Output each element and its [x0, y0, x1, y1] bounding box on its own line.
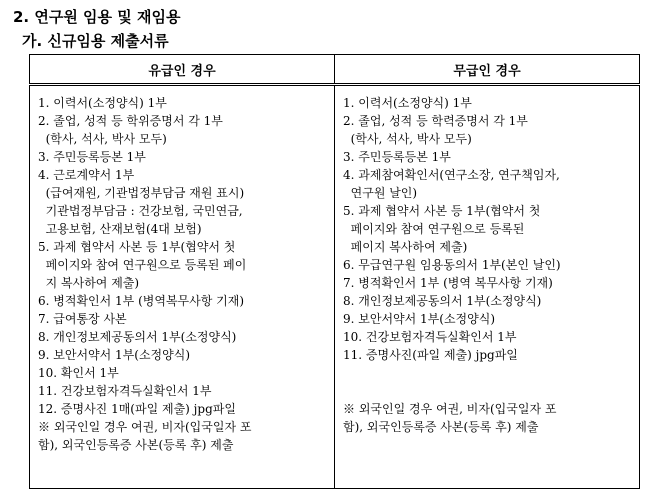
unpaid-requirements-list [343, 94, 635, 436]
requirement-line: 7. 병적확인서 1부 (병역 복무사항 기재) [343, 276, 553, 290]
requirement-line: 11. 건강보험자격득실확인서 1부 [38, 384, 212, 398]
requirement-line: 7. 급여통장 사본 [38, 312, 127, 326]
paid-requirements-cell [30, 85, 335, 489]
requirement-line: 8. 개인정보제공동의서 1부(소정양식) [343, 294, 542, 308]
blank-line [343, 364, 635, 382]
requirement-line: 12. 증명사진 1매(파일 제출) jpg파일 [38, 402, 236, 416]
requirement-line: 4. 근로계약서 1부 [38, 168, 135, 182]
requirement-line: 10. 건강보험자격득실확인서 1부 [343, 330, 517, 344]
requirement-line: 9. 보안서약서 1부(소정양식) [38, 348, 190, 362]
requirement-line: ※ 외국인일 경우 여권, 비자(입국일자 포 [38, 420, 252, 434]
blank-line [343, 382, 635, 400]
requirement-line: 기관법정부담금 : 건강보험, 국민연금, [38, 204, 243, 218]
requirement-line: 페이지 복사하여 제출) [343, 240, 468, 254]
requirement-line: 함), 외국인등록증 사본(등록 후) 제출 [343, 420, 539, 434]
requirement-line: 연구원 날인) [343, 186, 418, 200]
paid-requirements-list [38, 94, 330, 454]
table-body-row [30, 85, 640, 489]
requirement-line: 2. 졸업, 성적 등 학력증명서 각 1부 [343, 114, 528, 128]
requirement-line: 5. 과제 협약서 사본 등 1부(협약서 첫 [38, 240, 236, 254]
requirement-line: 6. 병적확인서 1부 (병역복무사항 기재) [38, 294, 244, 308]
paid-column-header: 유급인 경우 [30, 55, 335, 85]
requirement-line: 지 복사하여 제출) [38, 276, 140, 290]
requirement-line: 6. 무급연구원 임용동의서 1부(본인 날인) [343, 258, 561, 272]
section-title: 2. 연구원 임용 및 재임용 [13, 8, 181, 26]
requirement-line: 3. 주민등록등본 1부 [38, 150, 146, 164]
requirement-line: 9. 보안서약서 1부(소정양식) [343, 312, 495, 326]
requirement-line: 11. 증명사진(파일 제출) jpg파일 [343, 348, 518, 362]
subsection-title: 가. 신규임용 제출서류 [22, 32, 169, 50]
requirement-line: ※ 외국인일 경우 여권, 비자(입국일자 포 [343, 402, 557, 416]
requirement-line: 1. 이력서(소정양식) 1부 [343, 96, 472, 110]
requirement-line: 4. 과제참여확인서(연구소장, 연구책임자, [343, 168, 560, 182]
requirement-line: 페이지와 참여 연구원으로 등록된 페이 [38, 258, 247, 272]
requirement-line: (학사, 석사, 박사 모두) [343, 132, 472, 146]
requirement-line: (급여재원, 기관법정부담금 재원 표시) [38, 186, 245, 200]
requirement-line: 5. 과제 협약서 사본 등 1부(협약서 첫 [343, 204, 541, 218]
table-header-row [30, 55, 640, 85]
requirement-line: (학사, 석사, 박사 모두) [38, 132, 167, 146]
unpaid-column-header: 무급인 경우 [335, 55, 640, 85]
requirement-line: 함), 외국인등록증 사본(등록 후) 제출 [38, 438, 234, 452]
document-requirements-table [29, 54, 640, 489]
requirement-line: 10. 확인서 1부 [38, 366, 119, 380]
requirement-line: 페이지와 참여 연구원으로 등록된 [343, 222, 525, 236]
requirement-line: 고용보험, 산재보험(4대 보험) [38, 222, 202, 236]
requirement-line: 8. 개인정보제공동의서 1부(소정양식) [38, 330, 237, 344]
unpaid-requirements-cell [335, 85, 640, 489]
requirement-line: 1. 이력서(소정양식) 1부 [38, 96, 167, 110]
requirement-line: 3. 주민등록등본 1부 [343, 150, 451, 164]
requirement-line: 2. 졸업, 성적 등 학위증명서 각 1부 [38, 114, 223, 128]
